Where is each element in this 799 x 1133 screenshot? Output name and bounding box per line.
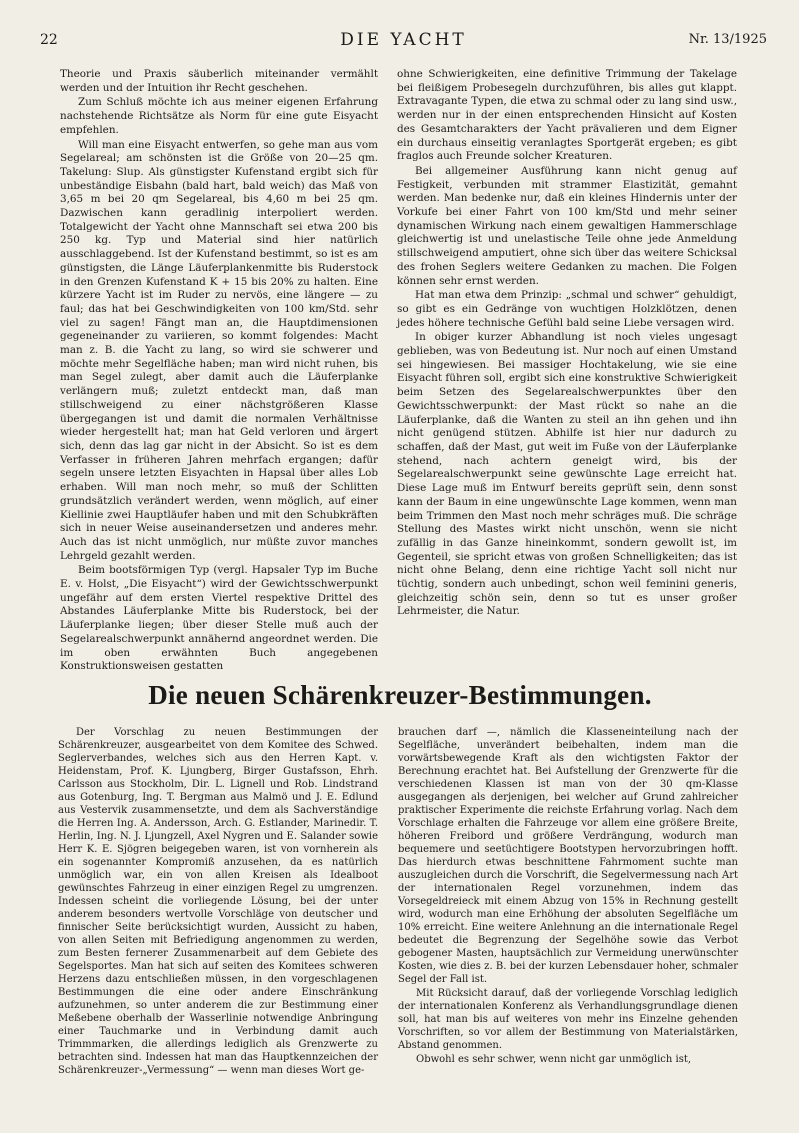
paragraph: Mit Rücksicht darauf, daß der vorliegende Vorschlag lediglich der internationalen Konferenz als Verhandlungsgrundlage dienen soll, hat man bis auf weiteres von mehr ins Einzelne gehenden Vorschriften, so vor allem der Bestimmung von Materialstärken, Abstand genommen.	[398, 988, 738, 1051]
paragraph: Theorie und Praxis säuberlich miteinander vermählt werden und der Intuition ihr Recht geschehen.	[60, 68, 378, 94]
paragraph: Will man eine Eisyacht entwerfen, so gehe man aus vom Segelareal; am schönsten ist die Größe von 20—25 qm. Takelung: Slup. Als günstigster Kufenstand ergibt sich für unbeständige Eisbahn (bald hart, bald weich) das Maß von 3,65 m bei 20 qm Segelareal, bis 4,60 m bei 25 qm. Dazwischen kann geradlinig interpoliert werden. Totalgewicht der Yacht ohne Mannschaft sei etwa 200 bis 250 kg. Typ und Material sind hier natürlich ausschlaggebend. Ist der Kufenstand bestimmt, so ist es am günstigsten, die Länge Läuferplankenmitte bis Ruderstock in den Grenzen Kufenstand K + 15 bis 20% zu halten. Eine kürzere Yacht ist im Ruder zu nervös, eine längere — zu faul; das hat bei Geschwindigkeiten von 100 km/Std. sehr viel zu sagen! Fängt man an, die Hauptdimensionen gegeneinander zu variieren, so kommt folgendes: Macht man z. B. die Yacht zu lang, so wird sie schwerer und möchte mehr Segelfläche haben; man wird nicht ruhen, bis man Segel zulegt, aber damit auch die Läuferplanke verlängern muß; zuletzt entdeckt man, daß man stillschweigend zu einer nächstgrößeren Klasse übergegangen ist und damit die normalen Verhältnisse wieder hergestellt hat; man hat Geld verloren und ärgert sich, denn das lag gar nicht in der Absicht. So ist es dem Verfasser in früheren Jahren mehrfach ergangen; dafür segeln unsere letzten Eisyachten in Hapsal über alles Lob erhaben. Will man noch mehr, so muß der Schlitten grundsätzlich verändert werden, wenn möglich, auf einer Kiellinie zwei Hauptläufer haben und mit den Schubkräften sich in neuer Weise auseinandersetzen und anderes mehr. Auch das ist nicht unmöglich, nur müßte zuvor manches Lehrgeld gezahlt werden.	[60, 138, 378, 562]
paragraph: brauchen darf —, nämlich die Klasseneinteilung nach der Segelfläche, unverändert beibehalten, indem man die vorwärtsbewegende Kraft als den wichtigsten Faktor der Berechnung erachtet hat. Bei Aufstellung der Grenzwerte für die verschiedenen Klassen ist man von der 30 qm-Klasse ausgegangen als derjenigen, bei welcher auf Grund zahlreicher praktischer Experimente die reichste Erfahrung vorlag. Nach dem Vorschlage erhalten die Fahrzeuge vor allem eine größere Breite, höheren Freibord und größere Verdrängung, wodurch man bequemere und seetüchtigere Bootstypen hervorzubringen hofft. Das hierdurch etwas beschnittene Fahrmoment suchte man auszugleichen durch die Vorschrift, die Segelvermessung nach Art der internationalen Regel vorzunehmen, indem das Vorsegeldreieck mit einem Abzug von 15% in Rechnung gestellt wird, wodurch man eine Erhöhung der absoluten Segelfläche um 10% erreicht. Eine weitere Anlehnung an die internationale Regel bedeutet die Begrenzung der Segelhöhe sowie das Verbot gebogener Masten, hauptsächlich zur Vermeidung unerwünschter Kosten, wie dies z. B. bei der kurzen Lebensdauer hoher, schmaler Segel der Fall ist.	[398, 727, 738, 985]
article2-right-column	[398, 726, 738, 1067]
article1-left-column	[60, 68, 378, 675]
paragraph: ohne Schwierigkeiten, eine definitive Trimmung der Takelage bei fleißigem Probesegeln durchzuführen, bis alles gut klappt. Extravagante Typen, die etwa zu schmal oder zu lang sind usw., werden nur in der einen entsprechenden Hinsicht auf Kosten des Gesamtcharakters der Yacht prävalieren und dem Eigner ein durchaus einseitig veranlagtes Sportgerät ergeben; es gibt fraglos auch Freunde solcher Kreaturen.	[397, 68, 737, 163]
article2-left-column	[58, 726, 378, 1078]
article2-title: Die neuen Schärenkreuzer-Bestimmungen.	[148, 680, 652, 710]
paragraph: Beim bootsförmigen Typ (vergl. Hapsaler Typ im Buche E. v. Holst, „Die Eisyacht“) wird der Gewichtsschwerpunkt ungefähr auf dem ersten Viertel respektive Drittel des Abstandes Läuferplanke Mitte bis Ruderstock, bei der Läuferplanke liegen; über dieser Stelle muß auch der Segelarealschwerpunkt annähernd angeordnet werden. Die im oben erwähnten Buch angegebenen Konstruktionsweisen gestatten	[60, 564, 378, 673]
page-header	[40, 28, 767, 52]
page-number: 22	[40, 32, 58, 48]
issue-number: Nr. 13/1925	[688, 32, 767, 47]
paragraph: Zum Schluß möchte ich aus meiner eigenen Erfahrung nachstehende Richtsätze als Norm für eine gute Eisyacht empfehlen.	[60, 96, 378, 136]
paragraph: Der Vorschlag zu neuen Bestimmungen der Schärenkreuzer, ausgearbeitet von dem Komitee des Schwed. Seglerverbandes, welches sich aus den Herren Kapt. v. Heidenstam, Prof. K. Ljungberg, Birger Gustafsson, Ehrh. Carlsson aus Stockholm, Dir. L. Lignell und Rob. Lindstrand aus Gotenburg, Ing. T. Bergman aus Malmö und J. E. Edlund aus Vestervik zusammensetzte, und dem als Sachverständige die Herren Ing. A. Andersson, Arch. G. Estlander, Marinedir. T. Herlin, Ing. N. J. Ljungzell, Axel Nygren und E. Salander sowie Herr K. E. Sjögren beigegeben waren, ist von vornherein als ein sogenannter Kompromiß anzusehen, da es natürlich unmöglich war, ein von allen Kreisen als Idealboot gewünschtes Fahrzeug in einer einzigen Regel zu umgrenzen. Indessen scheint die vorliegende Lösung, bei der unter anderem besonders wertvolle Vorschläge von deutscher und finnischer Seite berücksichtigt wurden, Aussicht zu haben, von allen Seiten mit Befriedigung angenommen zu werden, zum Besten fernerer Zusammenarbeit auf dem Gebiete des Segelsportes. Man hat sich auf seiten des Komitees schweren Herzens dazu entschließen müssen, in den vorgeschlagenen Bestimmungen die eine oder andere Einschränkung aufzunehmen, so unter anderem die zur Bestimmung einer Meßebene oberhalb der Wasserlinie notwendige Anbringung einer Tauchmarke und in Verbindung damit auch Trimmmarken, die allerdings lediglich als Grenzwerte zu betrachten sind. Indessen hat man das Hauptkennzeichen der Schärenkreuzer-„Vermessung“ — wenn man dieses Wort ge-	[58, 727, 378, 1076]
paragraph: In obiger kurzer Abhandlung ist noch vieles ungesagt geblieben, was von Bedeutung ist. Nur noch auf einen Umstand sei hingewiesen. Bei massiger Hochtakelung, wie sie eine Eisyacht führen soll, ergibt sich eine konstruktive Schwierigkeit beim Setzen des Segelarealschwerpunktes über den Gewichtsschwerpunkt: der Mast rückt so nahe an die Läuferplanke, daß die Wanten zu steil an ihn gehen und ihn nicht genügend stützen. Abhilfe ist hier nur dadurch zu schaffen, daß der Mast, gut weit im Fuße von der Läuferplanke stehend, nach achtern geneigt wird, bis der Segelarealschwerpunkt seine gewünschte Lage erreicht hat. Diese Lage muß im Entwurf bereits geprüft sein, denn sonst kann der Baum in eine ungewünschte Lage kommen, wenn man beim Trimmen den Mast noch mehr schräges muß. Die schräge Stellung des Mastes wirkt nicht unschön, wenn sie nicht zufällig in das Ganze hineinkommt, sondern gewollt ist, im Gegenteil, sie spricht etwas von großen Schnelligkeiten; das ist nicht ohne Belang, denn eine richtige Yacht soll nicht nur tüchtig, sondern auch unbedingt, schon weil feminini generis, gleichzeitig schön sein, denn so tut es unser großer Lehrmeister, die Natur.	[397, 331, 737, 618]
paragraph: Hat man etwa dem Prinzip: „schmal und schwer“ gehuldigt, so gibt es ein Gedränge von wuchtigen Holzklötzen, denen jedes höhere technische Gefühl bald seine Liebe versagen wird.	[397, 289, 737, 329]
journal-title: DIE YACHT	[340, 30, 467, 50]
paragraph: Bei allgemeiner Ausführung kann nicht genug auf Festigkeit, verbunden mit strammer Elastizität, gemahnt werden. Man bedenke nur, daß ein kleines Hindernis unter der Vorkufe bei einer Fahrt von 100 km/Std und mehr seiner dynamischen Wirkung nach einem gewaltigen Hammerschlage gleichwertig ist und unelastische Teile ohne jede Anmeldung stillschweigend amputiert, ohne sich über das weitere Schicksal des frohen Seglers weitere Gedanken zu machen. Die Folgen können sehr ernst werden.	[397, 164, 737, 287]
article1-right-column	[397, 68, 737, 620]
paragraph: Obwohl es sehr schwer, wenn nicht gar unmöglich ist,	[416, 1054, 692, 1065]
